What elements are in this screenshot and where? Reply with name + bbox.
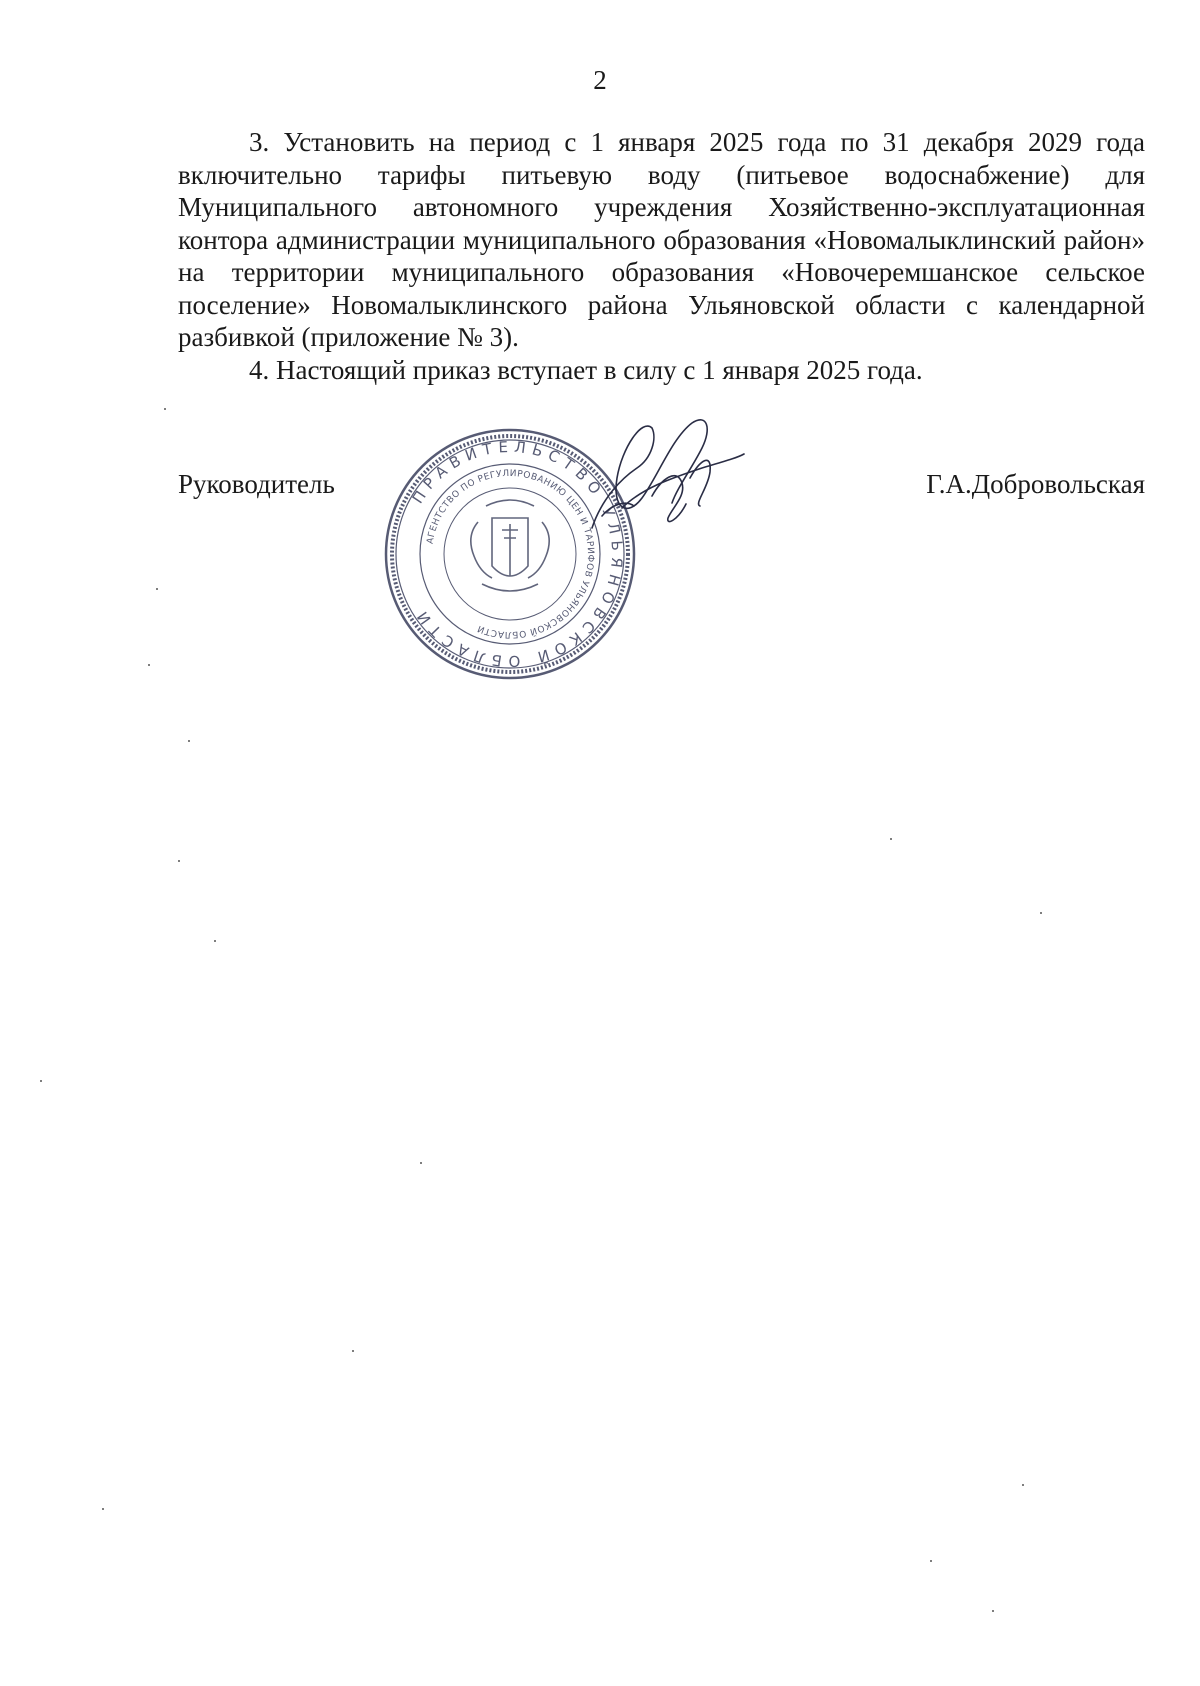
page-number: 2	[593, 65, 607, 95]
scan-speck	[148, 664, 150, 666]
scan-speck	[930, 1560, 932, 1562]
order-text	[178, 126, 1145, 386]
scan-speck	[1022, 1484, 1024, 1486]
handwritten-signature	[582, 408, 752, 558]
scan-speck	[890, 838, 892, 840]
scan-speck	[214, 940, 216, 942]
scan-speck	[40, 1080, 42, 1082]
scan-speck	[102, 1508, 104, 1510]
coat-of-arms-icon	[471, 500, 549, 591]
scan-speck	[188, 740, 190, 742]
scan-speck	[156, 588, 158, 590]
scan-speck	[164, 408, 166, 410]
svg-text:АГЕНТСТВО ПО РЕГУЛИРОВАНИЮ ЦЕН: АГЕНТСТВО ПО РЕГУЛИРОВАНИЮ ЦЕН И ТАРИФОВ УЛЬЯНОВСКОЙ ОБЛАСТИ	[425, 468, 596, 640]
paragraph-tariffs: 3. Установить на период с 1 января 2025 года по 31 декабря 2029 года включительно тарифы питьевую воду (питьевое водоснабжение) для Муниципального автономного учреждения Хозяйственно-эксплуатационная контора администрации муниципального образования «Новомалыклинский район» на территории муниципального образования «Новочеремшанское сельское поселение» Новомалыклинского района Ульяновской области с календарной разбивкой (приложение № 3).	[178, 127, 1145, 352]
signer-name: Г.А.Добровольская	[926, 469, 1145, 499]
scan-speck	[178, 860, 180, 862]
paragraph-effective-date: 4. Настоящий приказ вступает в силу с 1 января 2025 года.	[249, 354, 923, 385]
signer-role: Руководитель	[178, 469, 335, 499]
scan-speck	[420, 1162, 422, 1164]
scan-speck	[992, 1610, 994, 1612]
svg-text:ПРАВИТЕЛЬСТВО УЛЬЯНОВСКОЙ ОБЛА: ПРАВИТЕЛЬСТВО УЛЬЯНОВСКОЙ ОБЛАСТИ	[408, 437, 627, 671]
scan-speck	[1040, 912, 1042, 914]
scan-speck	[352, 1350, 354, 1352]
